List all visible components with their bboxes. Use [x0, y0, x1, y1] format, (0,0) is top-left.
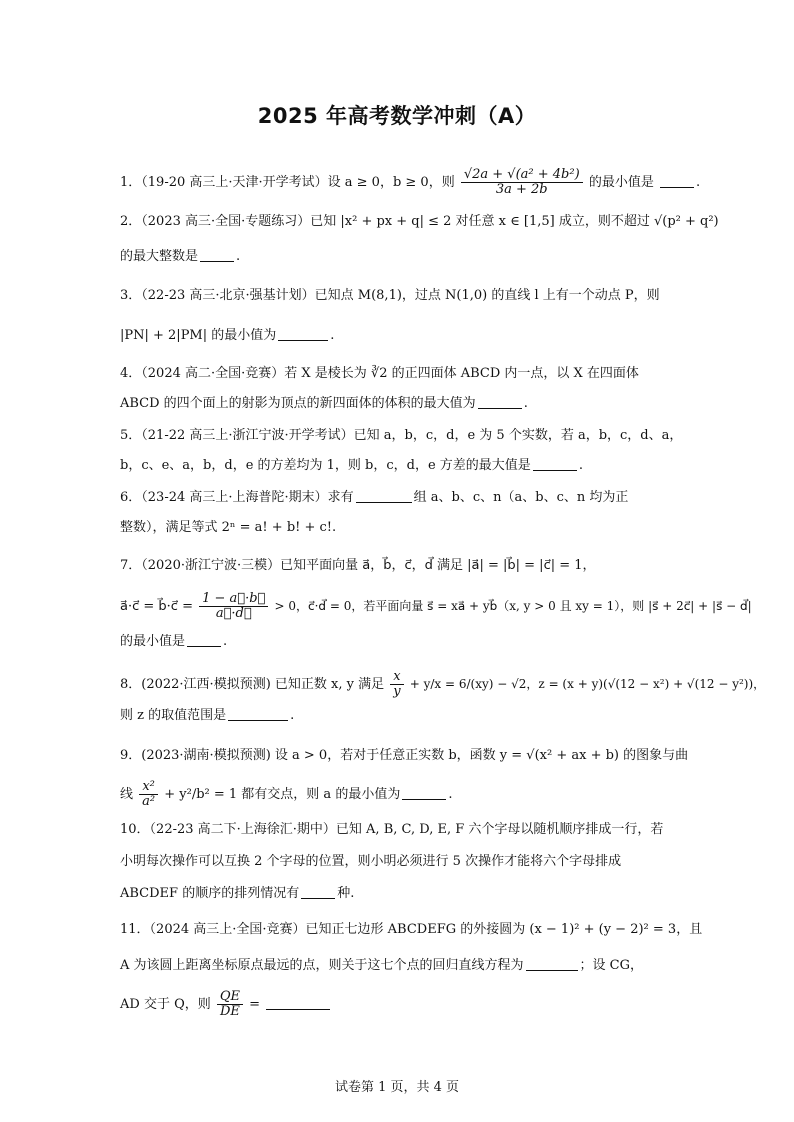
- problem-8-line-2: [120, 706, 294, 726]
- answer-blank[interactable]: [526, 956, 578, 971]
- answer-blank[interactable]: [228, 706, 288, 721]
- problem-text: 种.: [337, 886, 355, 901]
- problem-text: b，c、e、a，b，d，e 的方差均为 1，则 b，c，d，e 方差的最大值是: [120, 458, 531, 473]
- problem-text: 的最小值是: [588, 175, 654, 190]
- fraction: [217, 990, 243, 1019]
- problem-10-line-2: 小明每次操作可以互换 2 个字母的位置，则小明必须进行 5 次操作才能将六个字母排成: [120, 854, 622, 869]
- fraction-numerator: √2a + √(a² + 4b²): [461, 168, 583, 183]
- page-title: 2025 年高考数学冲刺（A）: [257, 104, 537, 128]
- problem-text: ；设 CG，: [579, 958, 643, 973]
- answer-blank[interactable]: [278, 326, 328, 341]
- problem-6-line-2: 整数），满足等式 2ⁿ = a! + b! + c!.: [120, 520, 337, 535]
- problem-11-line-1: 11．（2024 高三上·全国·竞赛）已知正七边形 ABCDEFG 的外接圆为 (x − 1)² + (y − 2)² = 3，且: [120, 922, 703, 937]
- problem-text: 线: [120, 787, 138, 802]
- problem-text: 的最大整数是: [120, 249, 199, 264]
- answer-blank[interactable]: [478, 394, 522, 409]
- problem-text: 8．(2022·江西·模拟预测) 已知正数 x, y 满足: [120, 677, 389, 692]
- problem-text: .: [578, 458, 583, 473]
- fraction-denominator: DE: [219, 1004, 240, 1019]
- problem-11-line-3: [120, 990, 332, 1019]
- problem-text: .: [236, 249, 241, 264]
- problem-10-line-1: 10．（22-23 高二下·上海徐汇·期中）已知 A, B, C, D, E, F 六个字母以随机顺序排成一行，若: [120, 822, 664, 837]
- problem-text: 则 z 的取值范围是: [120, 708, 227, 723]
- problem-text: .: [330, 328, 335, 343]
- problem-text: 组 a、b、c、n（a、b、c、n 均为正: [413, 490, 629, 505]
- problem-text: .: [523, 396, 528, 411]
- problem-text: AD 交于 Q，则: [120, 997, 215, 1012]
- fraction: [461, 168, 583, 197]
- problem-3-line-1: 3．（22-23 高三·北京·强基计划）已知点 M(8,1)，过点 N(1,0) 的直线 l 上有一个动点 P，则: [120, 288, 660, 303]
- problem-text: 1．（19-20 高三上·天津·开学考试）设 a ≥ 0，b ≥ 0，则: [120, 175, 459, 190]
- fraction-numerator: 1 − a⃗·b⃗: [199, 592, 268, 607]
- problem-text: ABCD 的四个面上的射影为顶点的新四面体的体积的最大值为: [120, 396, 476, 411]
- problem-text: a⃗·c⃗ = b⃗·c⃗ =: [120, 599, 198, 614]
- problem-text: .: [290, 708, 295, 723]
- problem-7-line-1: 7．（2020·浙江宁波·三模）已知平面向量 a⃗，b⃗，c⃗，d⃗ 满足 |a⃗| = |b⃗| = |c⃗| = 1，: [120, 558, 596, 573]
- problem-text: .: [223, 634, 228, 649]
- problem-text: + y/x = 6/(xy) − √2，z = (x + y)(√(12 − x²) + √(12 − y²))，: [409, 677, 766, 691]
- problem-2-line-1: 2．（2023 高三·全国·专题练习）已知 |x² + px + q| ≤ 2 对任意 x ∈ [1,5] 成立，则不超过 √(p² + q²): [120, 214, 719, 229]
- problem-text: A 为该圆上距离坐标原点最远的点，则关于这七个点的回归直线方程为: [120, 958, 524, 973]
- answer-blank[interactable]: [187, 632, 221, 647]
- problem-9-line-1: 9．(2023·湖南·模拟预测) 设 a > 0，若对于任意正实数 b，函数 y = √(x² + ax + b) 的图象与曲: [120, 748, 689, 763]
- problem-10-line-3: [120, 884, 354, 904]
- problem-1-line-1: [120, 168, 700, 197]
- fraction-numerator: x²: [139, 780, 158, 795]
- problem-4-line-1: 4．（2024 高二·全国·竞赛）若 X 是棱长为 ∛2 的正四面体 ABCD 内一点，以 X 在四面体: [120, 366, 639, 381]
- answer-blank[interactable]: [660, 173, 694, 188]
- fraction-denominator: a⃗·d⃗: [215, 606, 252, 621]
- problem-5-line-1: 5．（21-22 高三上·浙江宁波·开学考试）已知 a，b，c，d，e 为 5 个实数，若 a，b，c，d、a，: [120, 428, 683, 443]
- answer-blank[interactable]: [301, 884, 335, 899]
- fraction-denominator: 3a + 2b: [495, 182, 548, 197]
- problem-text: > 0，c⃗·d⃗ = 0，若平面向量 s⃗ = xa⃗ + yb⃗（x, y > 0 且 xy = 1），则 |s⃗ + 2c⃗| + |s⃗ − d⃗|: [274, 599, 752, 613]
- page-footer: 试卷第 1 页，共 4 页: [334, 1080, 460, 1095]
- problem-text: 6．（23-24 高三上·上海普陀·期末）求有: [120, 490, 354, 505]
- problem-text: + y²/b² = 1 都有交点，则 a 的最小值为: [164, 787, 401, 802]
- problem-8-line-1: [120, 670, 765, 699]
- fraction: [199, 592, 268, 621]
- problem-text: |PN| + 2|PM| 的最小值为: [120, 328, 277, 343]
- problem-text: .: [695, 175, 701, 190]
- problem-5-line-2: [120, 456, 583, 476]
- answer-blank[interactable]: [200, 247, 234, 262]
- fraction: [139, 780, 158, 809]
- problem-text: ABCDEF 的顺序的排列情况有: [120, 886, 300, 901]
- problem-7-line-3: [120, 632, 227, 652]
- problem-7-line-2: [120, 592, 752, 621]
- problem-6-line-1: [120, 488, 628, 508]
- problem-9-line-2: [120, 780, 452, 809]
- problem-3-line-2: [120, 326, 334, 346]
- problem-4-line-2: [120, 394, 528, 414]
- fraction-numerator: QE: [217, 990, 243, 1005]
- problem-11-line-2: [120, 956, 643, 976]
- problem-text: .: [448, 787, 453, 802]
- answer-blank[interactable]: [356, 488, 412, 503]
- fraction-denominator: a²: [142, 794, 156, 809]
- fraction-denominator: y: [393, 684, 401, 699]
- fraction: [390, 670, 403, 699]
- problem-text: =: [249, 997, 265, 1012]
- answer-blank[interactable]: [402, 785, 446, 800]
- answer-blank[interactable]: [266, 995, 330, 1010]
- problem-text: 的最小值是: [120, 634, 186, 649]
- fraction-numerator: x: [390, 670, 403, 685]
- answer-blank[interactable]: [533, 456, 577, 471]
- problem-2-line-2: [120, 247, 240, 267]
